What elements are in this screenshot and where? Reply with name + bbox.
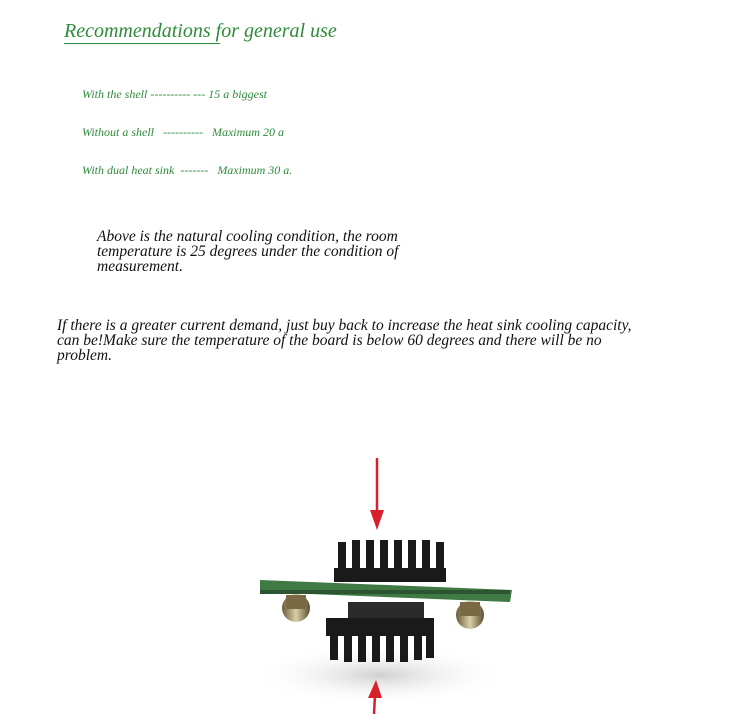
spec-row-shell: With the shell ---------- --- 15 a biggest xyxy=(82,87,267,101)
heading-text: Recommendations for general use xyxy=(64,20,337,42)
spec-row-dual-heatsink: With dual heat sink ------- Maximum 30 a. xyxy=(82,163,293,177)
heading-underline xyxy=(64,43,220,44)
page-heading xyxy=(64,20,337,43)
cooling-note: Above is the natural cooling condition, the room temperature is 25 degrees under the condition of measurement. xyxy=(97,228,399,275)
spec-row-no-shell: Without a shell ---------- Maximum 20 a xyxy=(82,125,284,139)
current-demand-note: If there is a greater current demand, just buy back to increase the heat sink cooling capacity, can be!Make sure the temperature of the board is below 60 degrees and there will be no problem. xyxy=(57,317,632,364)
dual-heatsink-board-photo xyxy=(230,450,530,714)
heatsink-top xyxy=(334,540,446,582)
arrow-top-icon xyxy=(370,458,384,530)
